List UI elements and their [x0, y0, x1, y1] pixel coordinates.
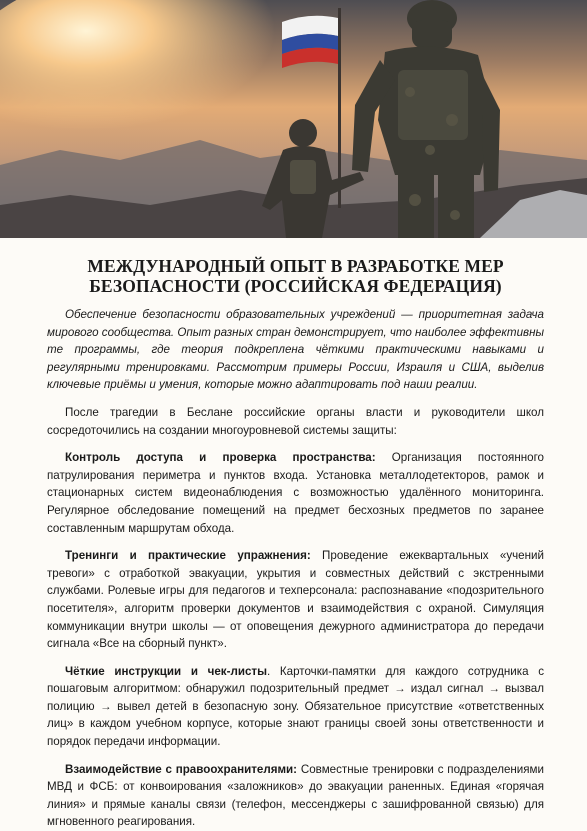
- section-access-control: [47, 449, 544, 537]
- section-heading: Чёткие инструкции и чек-листы: [65, 664, 267, 678]
- section-text: Проведение ежеквартальных «учений тревоги» с отработкой эвакуации, укрытия и совместных действий с экстренными службами. Ролевые игры для педагогов и техперсонала: распознавание «подозрительного посетителя», алгоритм проверки документов и взаимодействия с охраной. Симуляция коммуникации внутри школы — от оповещения дежурного администратора до передачи сигнала «Все на сборный пункт».: [47, 549, 544, 651]
- section-text: . Карточки-памятки для каждого сотрудника с пошаговым алгоритмом: обнаружил подозрительный предмет → издал сигнал → вызвал полицию → вывел детей в безопасную зону. Обязательное присутствие «ответственных лиц» в каждом учебном корпусе, которые знают границы своей зоны ответственности и порядок передачи информации.: [47, 664, 544, 749]
- section-law-enforcement: [47, 761, 544, 831]
- section-text: Совместные тренировки с подразделениями МВД и ФСБ: от конвоирования «заложников» до эвакуации раненных. Единая «горячая линия» и прямые каналы связи (телефон, мессенджеры с зашифрованной связью) для мгновенного реагирования.: [47, 762, 545, 829]
- hero-image: [0, 0, 587, 238]
- soldier-with-child-and-flag-illustration: [0, 0, 587, 238]
- lead-paragraph: После трагедии в Беслане российские органы власти и руководители школ сосредоточились на создании многоуровневой системы защиты:: [47, 405, 544, 437]
- section-trainings: [47, 547, 544, 653]
- section-instructions: [47, 663, 544, 751]
- page-title: МЕЖДУНАРОДНЫЙ ОПЫТ В РАЗРАБОТКЕ МЕР БЕЗОПАСНОСТИ (РОССИЙСКАЯ ФЕДЕРАЦИЯ): [87, 256, 504, 296]
- section-heading: Контроль доступа и проверка пространства:: [65, 451, 376, 465]
- section-heading: Тренинги и практические упражнения:: [65, 549, 311, 563]
- section-heading: Взаимодействие с правоохранителями:: [65, 762, 298, 776]
- section-text: Организация постоянного патрулирования периметра и пунктов входа. Установка металлодетекторов, рамок и стационарных систем видеонаблюдения с возможностью удалённого мониторинга. Регулярное обследование помещений на предмет бесхозных предметов по заранее составленным маршрутам обхода.: [47, 451, 544, 535]
- intro-paragraph: Обеспечение безопасности образовательных учреждений — приоритетная задача мирового сообщества. Опыт разных стран демонстрирует, что наиболее эффективны те программы, где теория подкреплена чёткими практическими навыками и регулярными тренировками. Рассмотрим примеры России, Израиля и США, выделив ключевые приёмы и умения, которые можно адаптировать под наши реалии.: [47, 308, 544, 392]
- article: [0, 238, 587, 831]
